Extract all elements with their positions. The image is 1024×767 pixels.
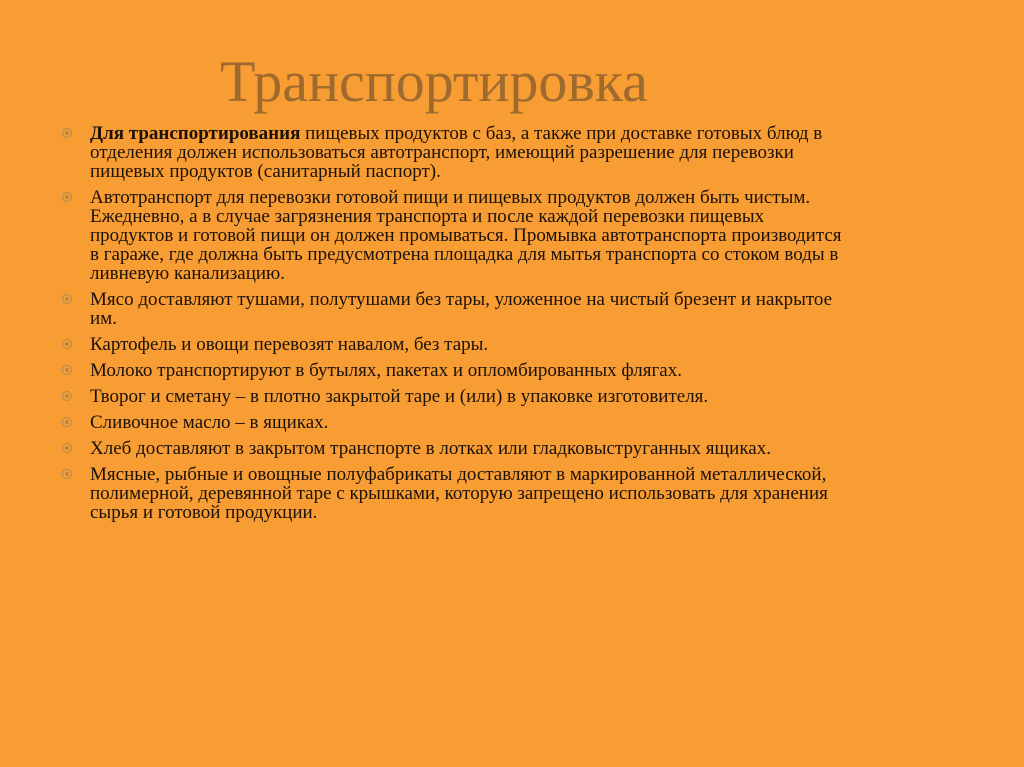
bullet-text: Мясные, рыбные и овощные полуфабрикаты доставляют в маркированной металлической, полимерной, деревянной таре с крышками, которую запрещено использовать для хранения сырья и готовой продукции. bbox=[90, 464, 828, 523]
bullet-bold-text: Для транспортирования bbox=[90, 123, 301, 144]
circle-bullet-icon bbox=[62, 192, 72, 202]
bullet-text: Молоко транспортируют в бутылях, пакетах и опломбированных флягах. bbox=[90, 360, 682, 381]
circle-bullet-icon bbox=[62, 294, 72, 304]
list-item bbox=[0, 335, 1024, 354]
bullet-regular-text: пищевых продуктов с баз, а также при доставке готовых блюд в отделения должен использоваться автотранспорт, имеющий разрешение для перевозки пищевых продуктов (санитарный паспорт). bbox=[90, 123, 823, 182]
circle-bullet-icon bbox=[62, 469, 72, 479]
list-item bbox=[0, 387, 1024, 406]
list-item bbox=[0, 290, 1024, 328]
bullet-text: Творог и сметану – в плотно закрытой таре и (или) в упаковке изготовителя. bbox=[90, 386, 709, 407]
bullet-text: Хлеб доставляют в закрытом транспорте в лотках или гладковыструганных ящиках. bbox=[90, 438, 771, 459]
bullet-text bbox=[90, 124, 850, 181]
circle-bullet-icon bbox=[62, 128, 72, 138]
slide-title: Транспортировка bbox=[220, 49, 648, 114]
list-item bbox=[0, 361, 1024, 380]
bullet-list bbox=[0, 124, 1024, 529]
list-item bbox=[0, 124, 1024, 181]
bullet-text: Мясо доставляют тушами, полутушами без тары, уложенное на чистый брезент и накрытое им. bbox=[90, 289, 833, 329]
bullet-text: Картофель и овощи перевозят навалом, без тары. bbox=[90, 334, 489, 355]
list-item bbox=[0, 413, 1024, 432]
bullet-text: Сливочное масло – в ящиках. bbox=[90, 412, 329, 433]
circle-bullet-icon bbox=[62, 417, 72, 427]
list-item bbox=[0, 465, 1024, 522]
list-item bbox=[0, 439, 1024, 458]
circle-bullet-icon bbox=[62, 339, 72, 349]
bullet-text: Автотранспорт для перевозки готовой пищи и пищевых продуктов должен быть чистым. Ежедневно, а в случае загрязнения транспорта и после каждой перевозки пищевых продуктов и готовой пищи он должен промываться. Промывка автотранспорта производится в гараже, где должна быть предусмотрена площадка для мытья транспорта со стоком воды в ливневую канализацию. bbox=[90, 187, 842, 284]
circle-bullet-icon bbox=[62, 365, 72, 375]
list-item bbox=[0, 188, 1024, 283]
circle-bullet-icon bbox=[62, 443, 72, 453]
circle-bullet-icon bbox=[62, 391, 72, 401]
